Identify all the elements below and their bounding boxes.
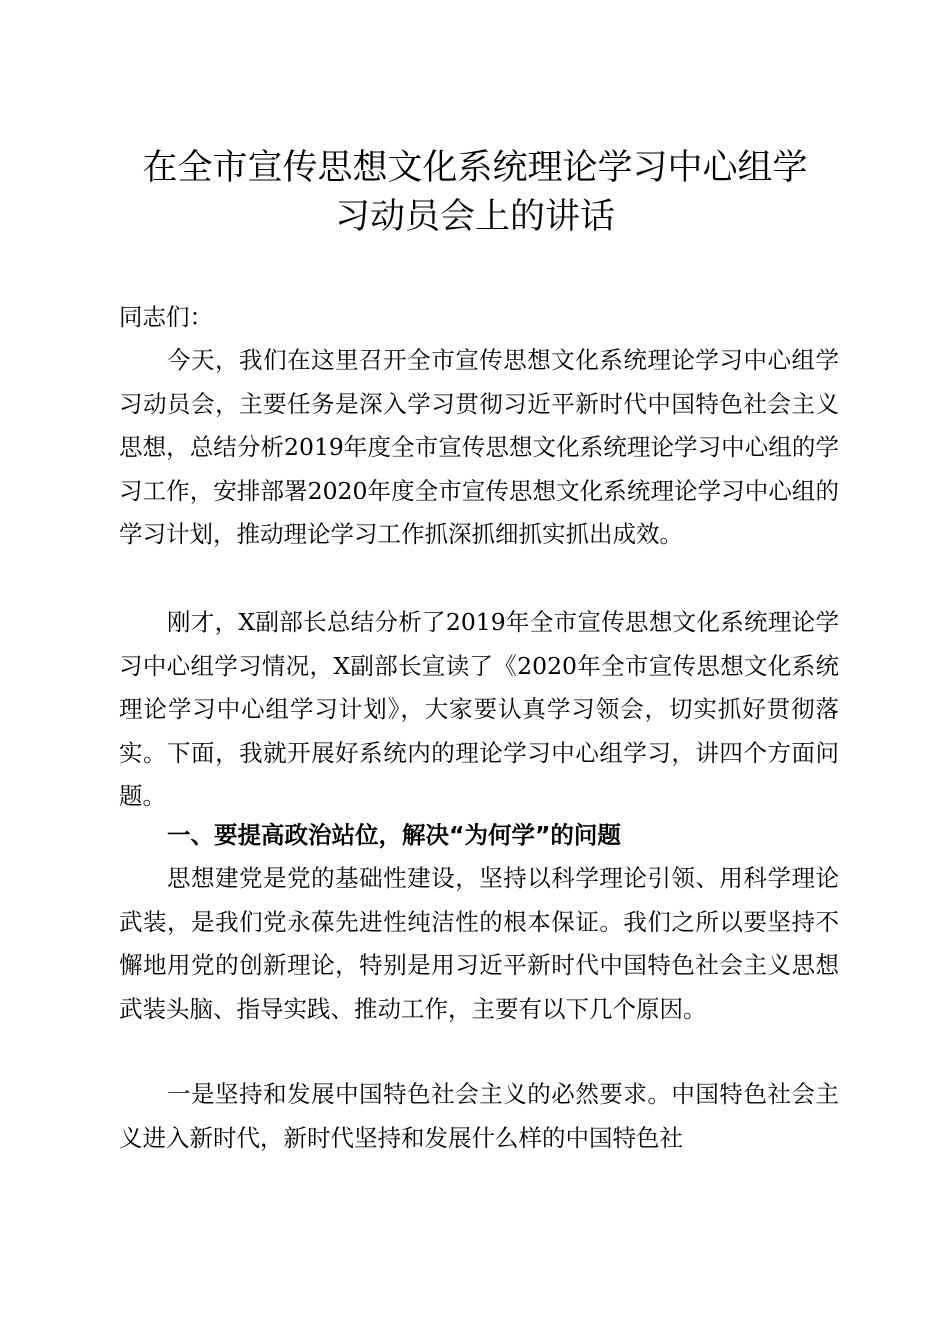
salutation: 同志们： xyxy=(119,303,213,331)
paragraph-opening: 今天，我们在这里召开全市宣传思想文化系统理论学习中心组学习动员会，主要任务是深入学习贯彻习近平新时代中国特色社会主义思想，总结分析2019年度全市宣传思想文化系统理论学习中心组的学习工作，安排部署2020年度全市宣传思想文化系统理论学习中心组的学习计划，推动理论学习工作抓深抓细抓实抓出成效。 xyxy=(119,346,839,549)
paragraph-reason-one: 一是坚持和发展中国特色社会主义的必然要求。中国特色社会主义进入新时代，新时代坚持和发展什么样的中国特色社 xyxy=(119,1080,839,1152)
document-title-line-2: 习动员会上的讲话 xyxy=(334,197,615,237)
document-title-line-1: 在全市宣传思想文化系统理论学习中心组学 xyxy=(142,148,808,188)
section-heading: 一、要提高政治站位，解决“为何学”的问题 xyxy=(167,821,621,849)
paragraph-section-intro: 思想建党是党的基础性建设，坚持以科学理论引领、用科学理论武装，是我们党永葆先进性纯洁性的根本保证。我们之所以要坚持不懈地用党的创新理论，特别是用习近平新时代中国特色社会主义思想武装头脑、指导实践、推动工作，主要有以下几个原因。 xyxy=(119,864,839,1023)
paragraph-review: 刚才，X副部长总结分析了2019年全市宣传思想文化系统理论学习中心组学习情况，X副部长宣读了《2020年全市宣传思想文化系统理论学习中心组学习计划》，大家要认真学习领会，切实抓好贯彻落实。下面，我就开展好系统内的理论学习中心组学习，讲四个方面问题。 xyxy=(119,608,839,811)
